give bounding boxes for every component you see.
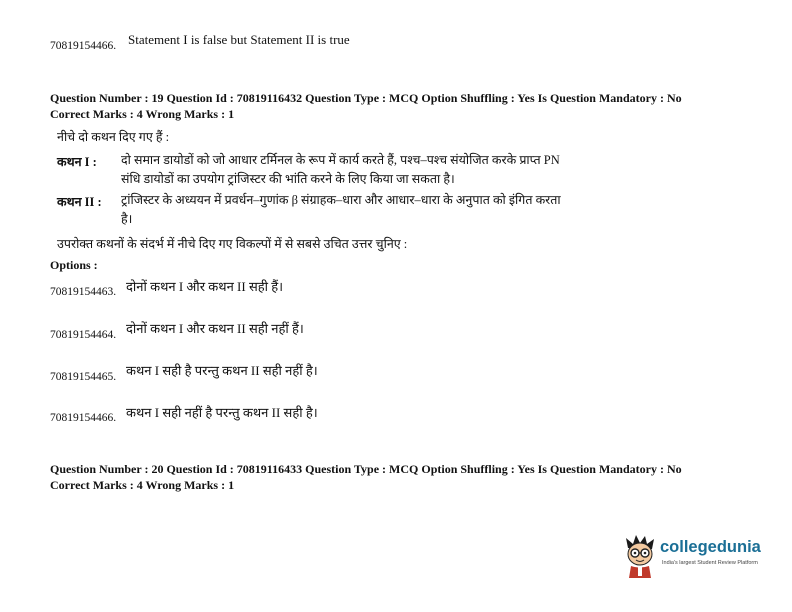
q19-instruction: उपरोक्त कथनों के संदर्भ में नीचे दिए गए विकल्पों में से सबसे उचित उत्तर चुनिए : [57, 237, 408, 251]
option-text: कथन I सही नहीं है परन्तु कथन II सही है। [126, 405, 318, 420]
statement2-line2: है। [121, 212, 133, 226]
options-label: Options : [50, 258, 98, 272]
statement1-label: कथन I : [57, 155, 97, 169]
mascot-icon [622, 534, 658, 578]
q20-meta-line2: Correct Marks : 4 Wrong Marks : 1 [50, 478, 235, 492]
q19-intro: नीचे दो कथन दिए गए हैं : [57, 130, 170, 144]
option-number: 70819154463. [50, 286, 117, 298]
prev-option-text: Statement I is false but Statement II is true [128, 32, 350, 47]
statement2-line1: ट्रांजिस्टर के अध्ययन में प्रवर्धन–गुणांक β संग्राहक–धारा और आधार–धारा के अनुपात को इंगित करता [121, 193, 561, 207]
option-number: 70819154466. [50, 412, 117, 424]
logo-tagline: India's largest Student Review Platform [662, 560, 758, 566]
option-text: दोनों कथन I और कथन II सही नहीं हैं। [126, 321, 304, 336]
option-text: कथन I सही है परन्तु कथन II सही नहीं है। [126, 363, 318, 378]
collegedunia-logo [622, 534, 762, 580]
option-number: 70819154465. [50, 371, 117, 383]
statement1-line1: दो समान डायोडों को जो आधार टर्मिनल के रूप में कार्य करते हैं, पश्च–पश्च संयोजित करके प्राप्त PN [121, 153, 560, 167]
prev-option-number: 70819154466. [50, 40, 117, 52]
q19-meta-line2: Correct Marks : 4 Wrong Marks : 1 [50, 107, 235, 121]
statement1-line2: संधि डायोडों का उपयोग ट्रांजिस्टर की भांति करने के लिए किया जा सकता है। [121, 172, 455, 186]
statement2-label: कथन II : [57, 195, 102, 209]
q19-meta-line1: Question Number : 19 Question Id : 70819116432 Question Type : MCQ Option Shuffling : Yes Is Question Mandatory : No [50, 91, 682, 105]
logo-wordmark: collegedunia [660, 538, 761, 556]
q20-meta-line1: Question Number : 20 Question Id : 70819116433 Question Type : MCQ Option Shuffling : Yes Is Question Mandatory : No [50, 462, 682, 476]
option-number: 70819154464. [50, 329, 117, 341]
option-text: दोनों कथन I और कथन II सही हैं। [126, 279, 284, 294]
